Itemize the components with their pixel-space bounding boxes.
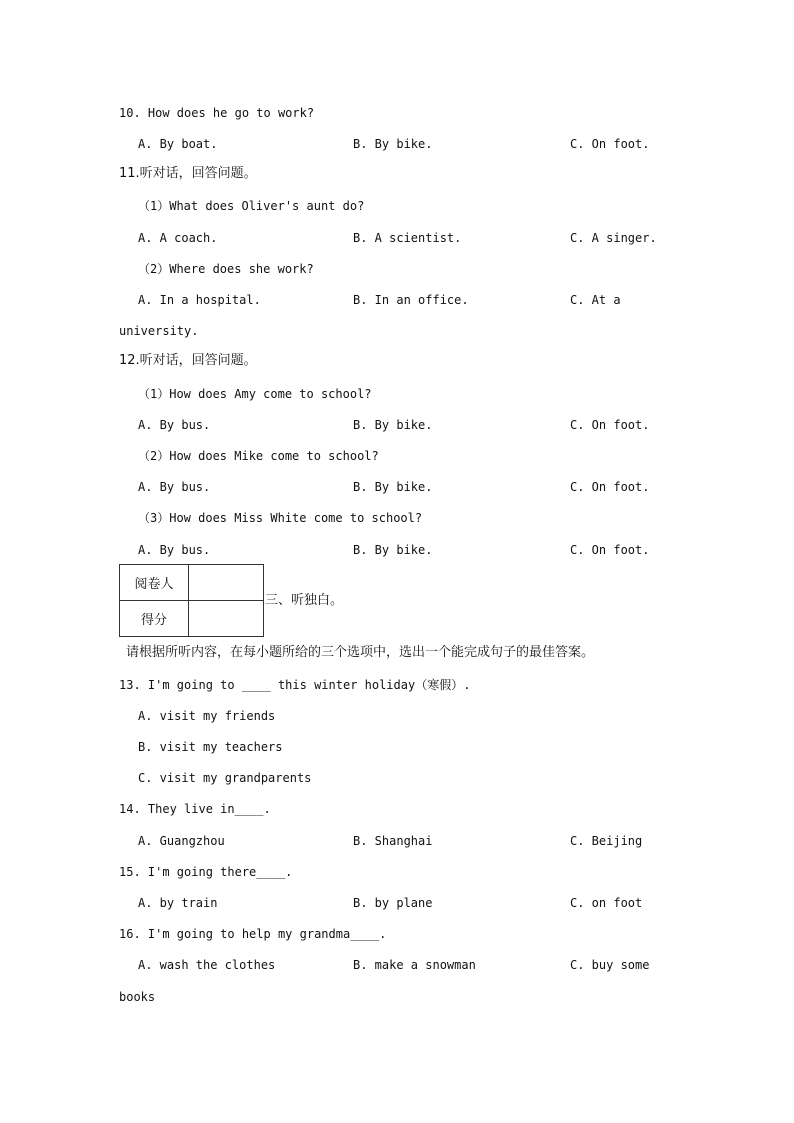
q11-1-stem: （1）What does Oliver's aunt do? [138, 199, 365, 213]
q14-option-c: C. Beijing [570, 834, 643, 848]
q14-option-b: B. Shanghai [353, 834, 433, 848]
q12-3-option-c: C. On foot. [570, 543, 650, 557]
score-box [119, 564, 264, 637]
q12-2-option-c: C. On foot. [570, 480, 650, 494]
q11-1-option-c: C. A singer. [570, 231, 657, 245]
question-16-stem: 16. I'm going to help my grandma____. [119, 927, 387, 941]
q10-option-b: B. By bike. [353, 137, 433, 151]
q11-2-option-a: A. In a hospital. [138, 293, 261, 307]
q11-1-option-a: A. A coach. [138, 231, 218, 245]
q11-2-option-c-continued: university. [119, 324, 199, 338]
q10-option-c: C. On foot. [570, 137, 650, 151]
score-cell[interactable] [189, 601, 264, 637]
q11-2-option-c: C. At a [570, 293, 621, 307]
q12-1-option-b: B. By bike. [353, 418, 433, 432]
grader-cell[interactable] [189, 565, 264, 601]
q12-2-option-a: A. By bus. [138, 480, 211, 494]
q13-option-b: B. visit my teachers [138, 740, 283, 754]
q12-3-option-b: B. By bike. [353, 543, 433, 557]
q13-option-c: C. visit my grandparents [138, 771, 312, 785]
q11-1-option-b: B. A scientist. [353, 231, 462, 245]
question-15-stem: 15. I'm going there____. [119, 865, 293, 879]
grader-label: 阅卷人 [120, 565, 189, 601]
section-3-title: 三、听独白。 [265, 593, 344, 608]
q15-option-c: C. on foot [570, 896, 643, 910]
q15-option-b: B. by plane [353, 896, 433, 910]
q16-option-c-continued: books [119, 990, 156, 1004]
q12-1-option-c: C. On foot. [570, 418, 650, 432]
question-10-stem: 10. How does he go to work? [119, 106, 315, 120]
q15-option-a: A. by train [138, 896, 218, 910]
q12-3-stem: （3）How does Miss White come to school? [138, 511, 423, 525]
question-12-stem: 12.听对话，回答问题。 [119, 353, 257, 368]
score-label: 得分 [120, 601, 189, 637]
q16-option-c: C. buy some [570, 958, 650, 972]
question-14-stem: 14. They live in____. [119, 802, 271, 816]
q12-2-stem: （2）How does Mike come to school? [138, 449, 379, 463]
q16-option-b: B. make a snowman [353, 958, 476, 972]
q12-2-option-b: B. By bike. [353, 480, 433, 494]
q13-option-a: A. visit my friends [138, 709, 276, 723]
q16-option-a: A. wash the clothes [138, 958, 276, 972]
q12-3-option-a: A. By bus. [138, 543, 211, 557]
q12-1-option-a: A. By bus. [138, 418, 211, 432]
section-3-instruction: 请根据所听内容，在每小题所给的三个选项中，选出一个能完成句子的最佳答案。 [126, 645, 595, 660]
q14-option-a: A. Guangzhou [138, 834, 225, 848]
question-13-stem: 13. I'm going to ____ this winter holiday（寒假）. [119, 678, 471, 692]
q12-1-stem: （1）How does Amy come to school? [138, 387, 372, 401]
q11-2-stem: （2）Where does she work? [138, 262, 314, 276]
question-11-stem: 11.听对话，回答问题。 [119, 166, 257, 181]
q11-2-option-b: B. In an office. [353, 293, 469, 307]
q10-option-a: A. By boat. [138, 137, 218, 151]
